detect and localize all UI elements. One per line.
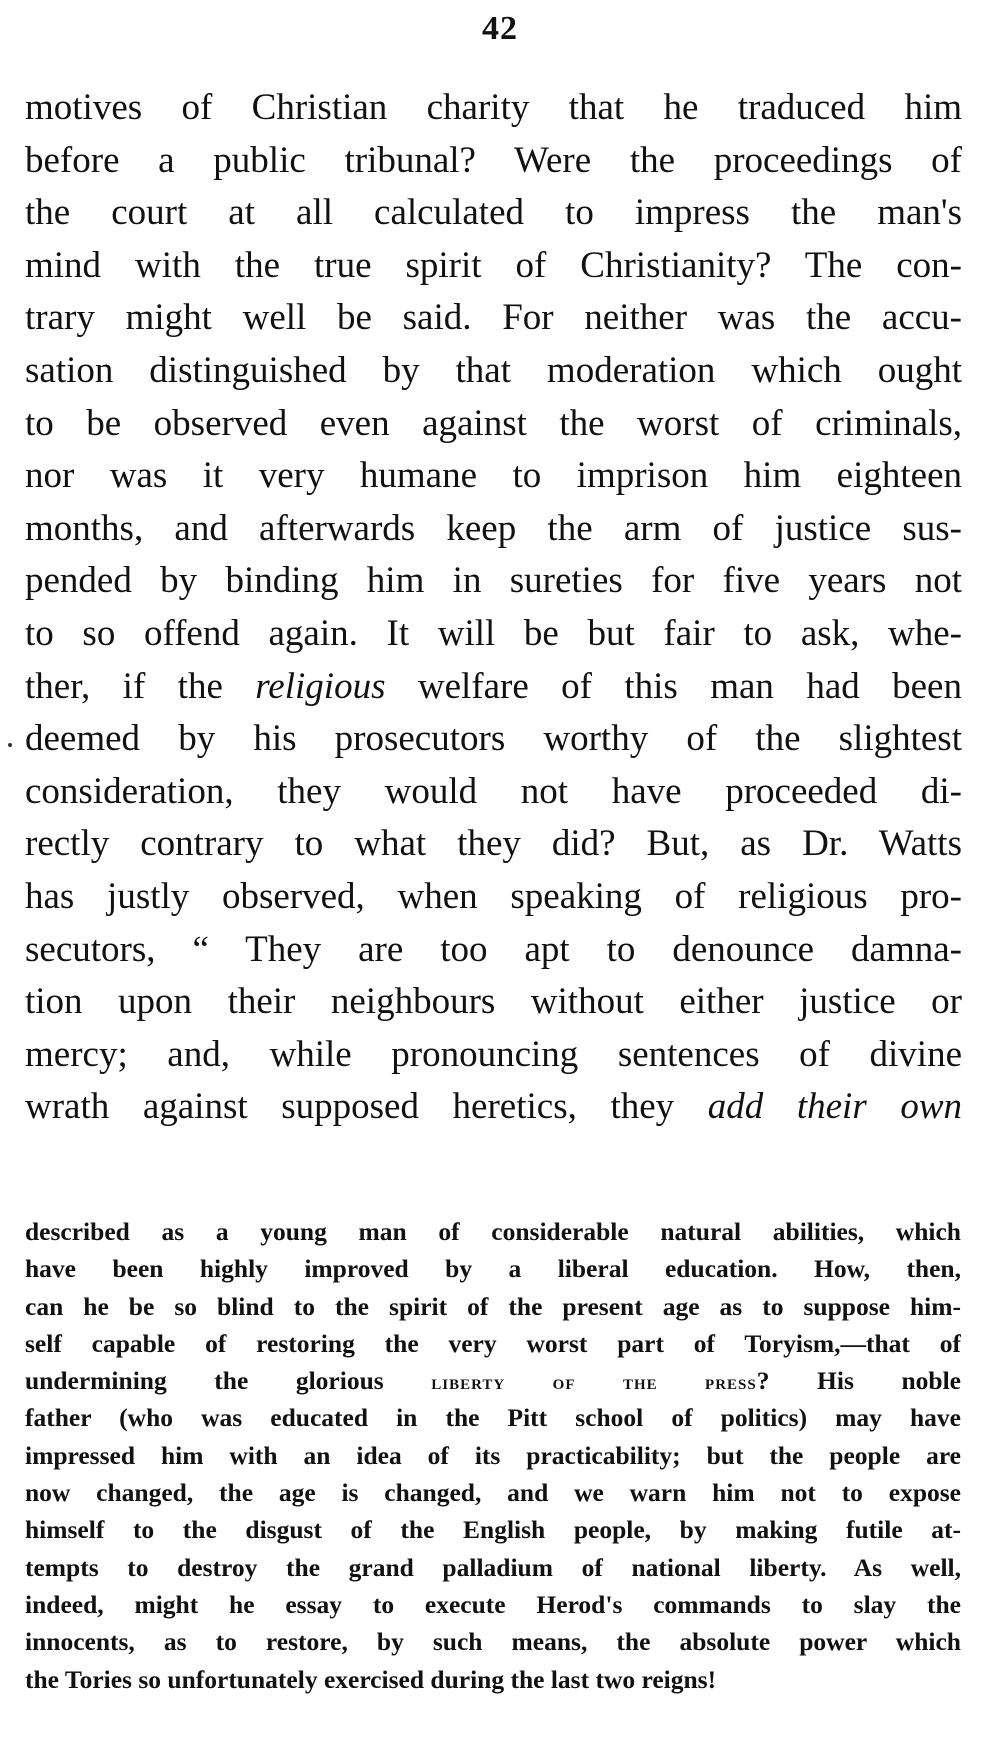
- text-line: rectly contrary to what they did? But, as Dr. Watts: [25, 823, 962, 865]
- text-line: before a public tribunal? Were the proceedings of: [25, 139, 962, 181]
- text-line: mercy; and, while pronouncing sentences of divine: [25, 1033, 962, 1075]
- text-line: has justly observed, when speaking of religious pro-: [25, 875, 962, 917]
- text-line-with-italic: [25, 661, 962, 714]
- footnote-line: innocents, as to restore, by such means, the absolute power which: [25, 1627, 961, 1657]
- text-line: months, and afterwards keep the arm of justice sus-: [25, 507, 962, 549]
- text-line: tion upon their neighbours without either justice or: [25, 981, 962, 1023]
- body-text: [25, 82, 962, 1134]
- text-segment: welfare of this man had been: [385, 665, 962, 707]
- small-caps-phrase: liberty of the press: [431, 1370, 757, 1395]
- footnote-line: himself to the disgust of the English people, by making futile at-: [25, 1515, 961, 1545]
- footnote: [25, 1213, 961, 1698]
- text-line: secutors, “ They are too apt to denounce damna-: [25, 928, 962, 970]
- text-line: trary might well be said. For neither was the accu-: [25, 297, 962, 339]
- text-line: deemed by his prosecutors worthy of the slightest: [25, 718, 962, 760]
- footnote-line: now changed, the age is changed, and we warn him not to expose: [25, 1478, 961, 1508]
- text-line: the court at all calculated to impress the man's: [25, 192, 962, 234]
- footnote-line: indeed, might he essay to execute Herod's commands to slay the: [25, 1589, 961, 1619]
- page-number: 42: [482, 10, 518, 47]
- footnote-line: father (who was educated in the Pitt school of politics) may have: [25, 1403, 961, 1433]
- footnote-line-with-small-caps: [25, 1362, 961, 1399]
- text-line: consideration, they would not have proceeded di-: [25, 770, 962, 812]
- italic-word: religious: [255, 665, 386, 707]
- footnote-line: the Tories so unfortunately exercised during the last two reigns!: [25, 1664, 717, 1694]
- footnote-line: can he be so blind to the spirit of the present age as to suppose him-: [25, 1291, 961, 1321]
- footnote-line: self capable of restoring the very worst part of Toryism,—that of: [25, 1328, 961, 1358]
- text-line: to so offend again. It will be but fair to ask, whe-: [25, 612, 962, 654]
- text-segment: undermining the glorious: [25, 1366, 432, 1396]
- footnote-line: described as a young man of considerable natural abilities, which: [25, 1217, 961, 1246]
- text-line: sation distinguished by that moderation which ought: [25, 349, 962, 391]
- text-line-with-italic: [25, 1081, 962, 1134]
- text-line: nor was it very humane to imprison him eighteen: [25, 455, 962, 497]
- italic-phrase: add their own: [707, 1086, 962, 1128]
- text-line: motives of Christian charity that he traduced him: [25, 87, 962, 128]
- footnote-line: tempts to destroy the grand palladium of national liberty. As well,: [25, 1552, 961, 1582]
- footnote-line: impressed him with an idea of its practicability; but the people are: [25, 1440, 961, 1470]
- margin-mark: [8, 743, 12, 747]
- text-segment: wrath against supposed heretics, they: [25, 1086, 708, 1128]
- footnote-line: have been highly improved by a liberal education. How, then,: [25, 1254, 961, 1284]
- text-line: to be observed even against the worst of criminals,: [25, 402, 962, 444]
- text-line: pended by binding him in sureties for five years not: [25, 560, 962, 602]
- text-segment: ? His noble: [756, 1366, 961, 1396]
- text-line: mind with the true spirit of Christianity? The con-: [25, 244, 962, 286]
- text-segment: ther, if the: [25, 665, 256, 707]
